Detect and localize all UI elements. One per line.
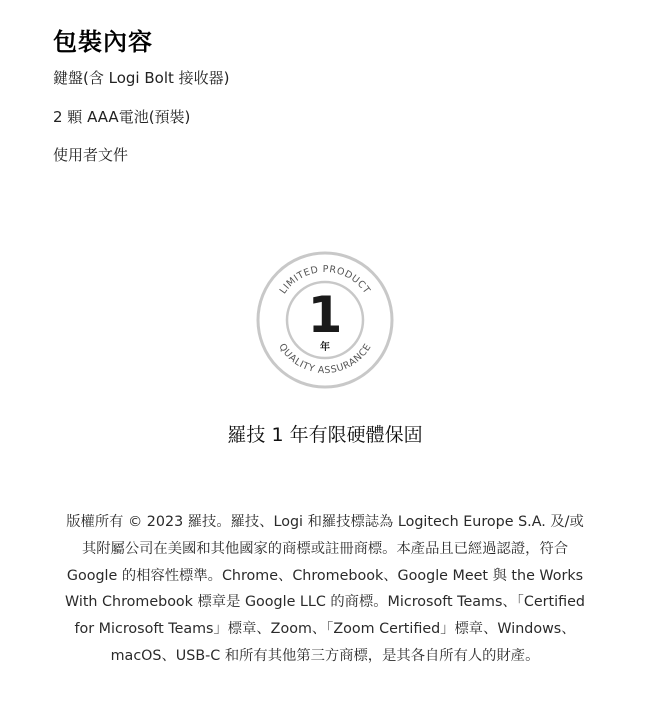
warranty-badge-icon: [255, 250, 395, 390]
legal-line: macOS、USB-C 和所有其他第三方商標，是其各自所有人的財產。: [110, 647, 540, 664]
list-item: 使用者文件: [53, 146, 129, 164]
warranty-title: 羅技 1 年有限硬體保固: [227, 424, 423, 446]
box-contents-list: [53, 68, 230, 184]
badge-bottom-text: QUALITY ASSURANCE: [276, 341, 374, 377]
legal-line: With Chromebook 標章是 Google LLC 的商標。Microsoft Teams、「Certified: [65, 594, 585, 611]
badge-top-text: LIMITED PRODUCT: [277, 263, 373, 297]
legal-line: 其附屬公司在美國和其他國家的商標或註冊商標。本產品且已經過認證，符合: [81, 540, 569, 557]
legal-line: Google 的相容性標準。Chrome、Chromebook、Google Meet 與 the Works: [66, 567, 584, 584]
legal-notice: [30, 509, 620, 670]
legal-line: 版權所有 © 2023 羅技。羅技、Logi 和羅技標誌為 Logitech Europe S.A. 及/或: [66, 514, 584, 530]
list-item: 2 顆 AAA電池(預裝): [53, 107, 191, 126]
section-title: 包裝內容: [53, 28, 153, 56]
badge-unit: 年: [320, 342, 330, 353]
list-item: 鍵盤(含 Logi Bolt 接收器): [53, 69, 230, 87]
badge-number: 1: [307, 286, 343, 344]
legal-line: for Microsoft Teams」標章、Zoom、「Zoom Certified」標章、Windows、: [74, 621, 576, 638]
